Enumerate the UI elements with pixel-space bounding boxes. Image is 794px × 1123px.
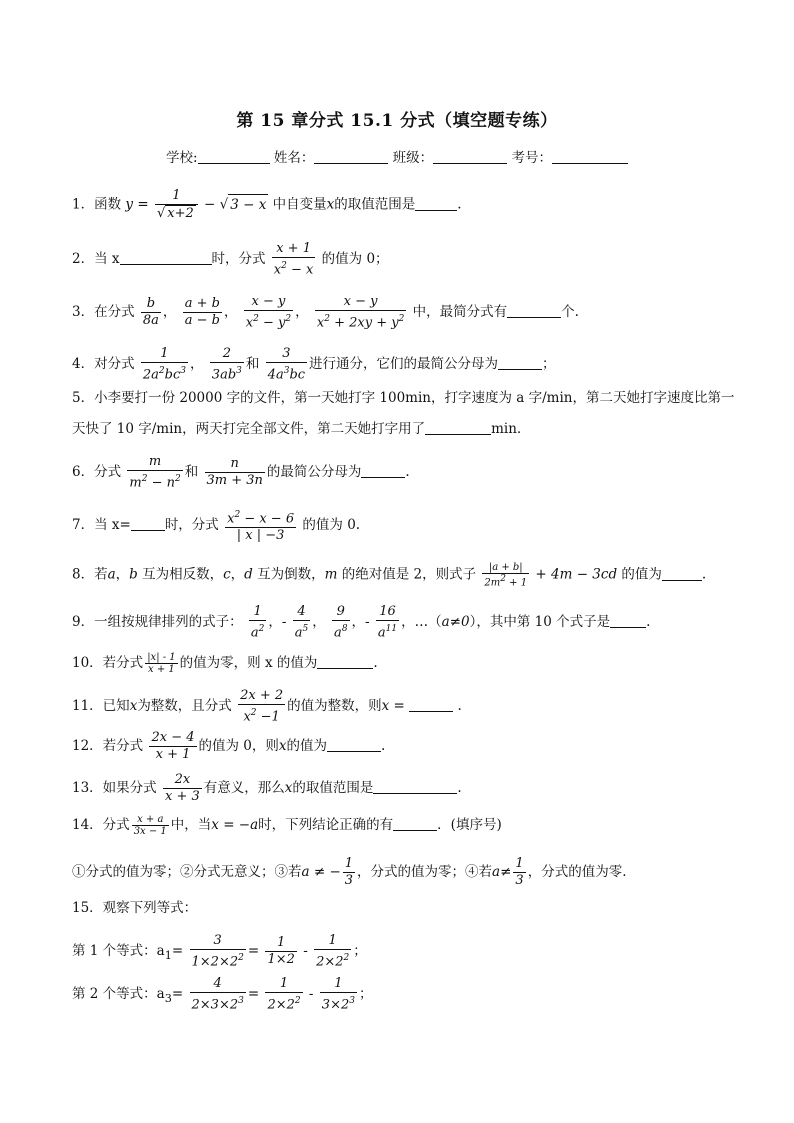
exam-no-blank[interactable] [552,151,628,164]
equation-2: 第 2 个等式：$a_3=$ $\frac{4}{2\times 3\times 2^3}$ = $\frac{1}{2\times 2^2}$ - $\frac{1}{3\times 2^3}$ ； [72,976,373,1013]
answer-blank[interactable] [393,818,437,831]
answer-blank[interactable] [361,465,405,478]
class-label: 班级： [392,150,434,166]
question-9: 9．一组按规律排列的式子： $\frac{1}{a^2}$ ，- $\frac{4}{a^5}$ ， $\frac{9}{a^8}$ ，- $\frac{16}{a^{11}}$ ，…（a≠0），其中第 10 个式子是 . [72,604,651,641]
question-5: 5．小李要打一份 20000 字的文件，第一天她打字 100min，打字速度为 a 字/min，第二天她打字速度比第一 [72,390,735,406]
question-3: 3．在分式 $\frac{b}{8a}$ ， $\frac{a + b}{a - b}$ ， $\frac{x - y}{x^2 - y^2}$ ， $\frac{x - y}{x^2 + 2xy + y^2}$ 中，最简分式有 个. [72,294,579,331]
school-label: 学校: [166,150,198,166]
question-10: 10．若分式 $\frac{|x| - 1}{x + 1}$ 的值为零，则 x 的值为 . [72,652,378,675]
name-blank[interactable] [314,151,388,164]
answer-blank[interactable] [131,518,165,531]
question-15: 15．观察下列等式： [72,900,198,916]
fraction: $\frac{1}{√ x+2}$ [155,188,198,222]
question-11: 11．已知x为整数，且分式 $\frac{2x + 2}{x^2 -1}$ 的值为整数，则x = . [72,688,462,725]
question-6: 6．分式 $\frac{m}{m^2 - n^2}$ 和 $\frac{n}{3m + 3n}$ 的最简公分母为 . [72,454,410,491]
answer-blank[interactable] [425,422,491,435]
student-info-line [0,146,794,166]
answer-blank[interactable] [409,699,453,712]
answer-blank[interactable] [498,357,542,370]
question-13: 13．如果分式 $\frac{2x}{x + 3}$ 有意义，那么x的取值范围是 . [72,772,462,804]
question-8: 8．若a，b 互为相反数，c，d 互为倒数，m 的绝对值是 2，则式子 $\frac{|a + b|}{2m^2 + 1}$ + 4m − 3cd 的值为 . [72,562,707,589]
name-label: 姓名： [273,150,315,166]
question-1: 1．函数 y = $\frac{1}{√ x+2}$ − √ 3 − x 中自变量x的取值范围是 . [72,188,462,221]
fraction: $\frac{x + 1}{x^2 - x}$ [273,241,314,278]
answer-blank[interactable] [327,739,381,752]
answer-blank[interactable] [317,656,373,669]
question-5-line-2: 天快了 10 字/min，两天打完全部文件，第二天她打字用了 min． [72,421,531,437]
question-4: 4．对分式 $\frac{1}{2a^2bc^3}$ ， $\frac{2}{3ab^3}$ 和 $\frac{3}{4a^3bc}$ 进行通分，它们的最简公分母为 ； [72,346,556,383]
answer-blank[interactable] [507,305,561,318]
answer-blank[interactable] [415,198,457,211]
question-2: 2．当 x 时，分式 $\frac{x + 1}{x^2 - x}$ 的值为 0； [72,241,389,278]
answer-blank[interactable] [120,252,212,265]
question-12: 12．若分式 $\frac{2x - 4}{x + 1}$ 的值为 0，则x的值为 . [72,730,386,762]
school-blank[interactable] [198,151,270,164]
class-blank[interactable] [433,151,507,164]
question-14-options: ①分式的值为零；②分式无意义；③若a ≠ − $\frac{1}{3}$ ，分式的值为零；④若a≠ $\frac{1}{3}$ ，分式的值为零. [72,856,627,888]
equation-1: 第 1 个等式：$a_1=$ $\frac{3}{1\times 2\times 2^2}$ = $\frac{1}{1\times 2}$ - $\frac{1}{2\times 2^2}$ ； [72,933,367,970]
answer-blank[interactable] [610,615,646,628]
question-7: 7．当 x= 时，分式 $\frac{x^2 - x - 6}{| x | -3}$ 的值为 0. [72,507,732,544]
page-title: 第 15 章分式 15.1 分式（填空题专练） [236,111,558,131]
question-14: 14．分式 $\frac{x + a}{3x - 1}$ 中，当x = −a时，下列结论正确的有 ．(填序号) [72,814,502,837]
answer-blank[interactable] [373,781,457,794]
exam-no-label: 考号： [511,150,552,166]
answer-blank[interactable] [662,568,702,581]
